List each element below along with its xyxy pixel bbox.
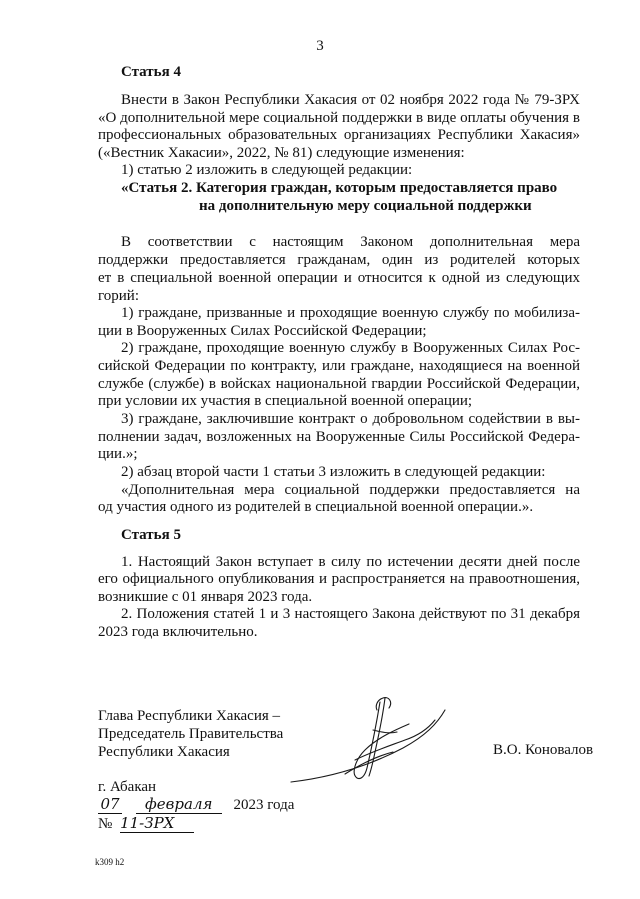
page-number: 3 [316,38,324,54]
article-4-intro-line: «О дополнительной мере социальной поддержки в виде оплаты обучения в [98,110,580,126]
signatory-position [98,707,283,761]
law-number-line [98,815,194,835]
body-line: службе (службе) в войсках национальной гвардии Российской Федерации, [98,376,580,392]
article-4-intro-line: профессиональных образовательных организациях Республики Хакасия» [98,127,580,143]
date-month: февраля [136,796,222,814]
body-line: ции в Вооруженных Силах Российской Федерации; [98,323,427,339]
signatory-name: В.О. Коновалов [493,742,594,758]
body-line: полнении задач, возложенных на Вооруженные Силы Российской Федера- [98,429,580,445]
footer-code: k309 h2 [95,857,125,867]
handwritten-signature [285,690,455,790]
body-line: В соответствии с настоящим Законом дополнительная мера [121,234,580,250]
article-4-intro-line: Внести в Закон Республики Хакасия от 02 ноября 2022 года № 79-ЗРХ [121,92,580,108]
date-day: 07 [98,796,122,814]
body-line: горий: [98,288,140,304]
body-line: «Дополнительная мера социальной поддержки предоставляется на [121,482,580,498]
amendment-item-1: 1) статью 2 изложить в следующей редакции: [121,162,413,178]
article-5-line: 1. Настоящий Закон вступает в силу по истечении десяти дней после [121,554,580,570]
signatory-position-line: Республики Хакасия [98,744,230,760]
law-number-prefix: № [98,816,113,832]
quoted-article-heading: «Статья 2. Категория граждан, которым предоставляется право [121,180,558,196]
date-line [98,796,294,816]
article-4-heading: Статья 4 [121,64,181,80]
body-line: при условии их участия в специальной военной операции; [98,393,473,409]
law-number-value: 11-ЗРХ [120,815,194,833]
body-line: поддержки предоставляется гражданам, один из родителей которых [98,252,580,268]
body-line: ет в специальной военной операции и относится к одной из следующих [98,270,580,286]
signatory-position-line: Глава Республики Хакасия – [98,708,281,724]
article-5-line: 2023 года включительно. [98,624,258,640]
body-line: 1) граждане, призванные и проходящие военную службу по мобилиза- [121,305,580,321]
article-4-intro-line: («Вестник Хакасии», 2022, № 81) следующие изменения: [98,145,465,161]
body-line: сийской Федерации по контракту, или граждане, находящиеся на военной [98,358,580,374]
article-5-heading: Статья 5 [121,527,181,543]
body-line: 2) граждане, проходящие военную службу в Вооруженных Силах Рос- [121,340,580,356]
article-5-line: 2. Положения статей 1 и 3 настоящего Закона действуют по 31 декабря [121,606,580,622]
amendment-item-2: 2) абзац второй части 1 статьи 3 изложить в следующей редакции: [121,464,546,480]
signatory-position-line: Председатель Правительства [98,726,284,742]
quoted-article-heading: на дополнительную меру социальной поддержки [199,198,532,214]
date-year: 2023 года [233,797,295,813]
body-line: од участия одного из родителей в специальной военной операции.». [98,499,534,515]
article-5-line: возникшие с 01 января 2023 года. [98,589,313,605]
place-of-signing: г. Абакан [98,779,157,795]
body-line: ции.»; [98,446,138,462]
body-line: 3) граждане, заключившие контракт о добровольном содействии в вы- [121,411,580,427]
article-5-line: его официального опубликования и распространяется на правоотношения, [98,571,580,587]
